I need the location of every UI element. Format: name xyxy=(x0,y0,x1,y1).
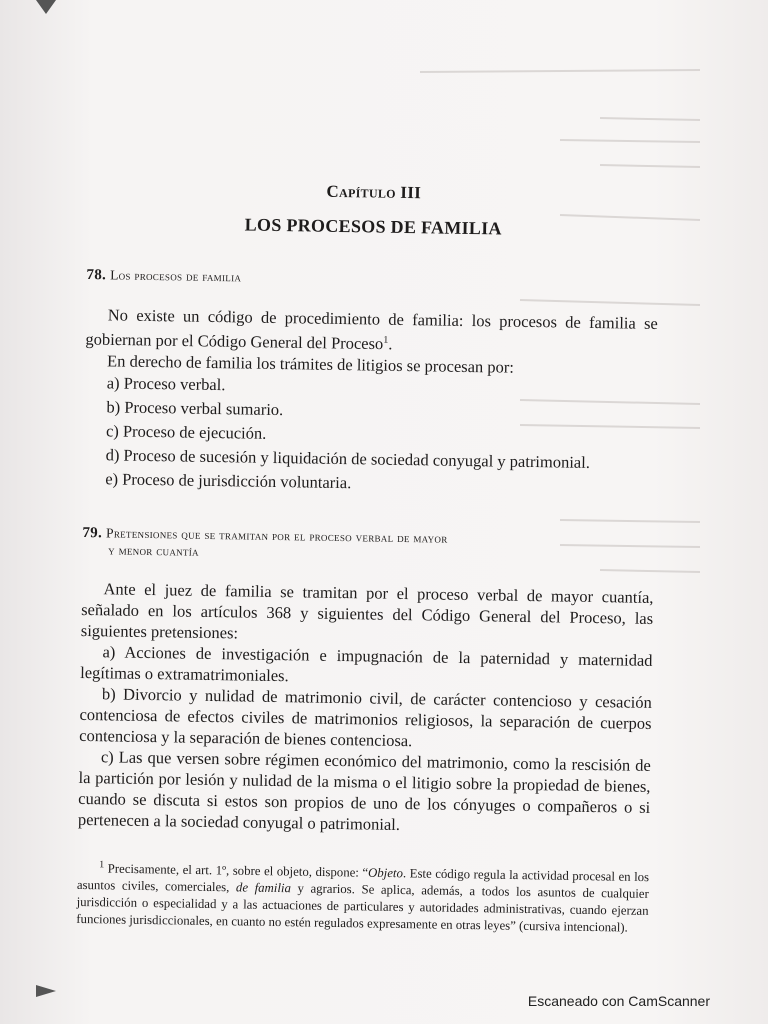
footnote-text: . Este código regula la actividad procesal en los asuntos civiles, comerciales, xyxy=(76,865,650,895)
section-title-line-2: y menor cuantía xyxy=(108,541,200,559)
section-79-item-b: b) Divorcio y nulidad de matrimonio civil, de carácter contencioso y cesación contenciosa de efectos civiles de matrimonios religiosos, la separación de cuerpos contenciosa y la separación de bienes contenciosa. xyxy=(79,683,652,750)
footnote-italic-phrase: de familia xyxy=(235,880,292,896)
camscanner-watermark: Escaneado con CamScanner xyxy=(527,993,710,1009)
paragraph-text-end: . xyxy=(388,334,393,354)
page-content xyxy=(76,178,660,937)
footnote-1 xyxy=(76,855,649,936)
section-title: Los procesos de familia xyxy=(110,267,242,285)
section-79-heading xyxy=(82,524,654,566)
list-item: d) Proceso de sucesión y liquidación de sociedad conyugal y patrimonial. xyxy=(105,444,591,472)
section-title-line-1: Pretensiones que se tramitan por el proceso verbal de mayor xyxy=(105,524,448,546)
footnote-italic-word: Objeto xyxy=(368,865,404,880)
chapter-label: Capítulo III xyxy=(326,181,422,203)
list-item: c) Proceso de ejecución. xyxy=(105,420,267,443)
page-corner-bottom-left xyxy=(36,985,56,997)
footnotes xyxy=(76,855,649,936)
section-79-item-c: c) Las que versen sobre régimen económico del matrimonio, como la rescisión de la partición por lesión y nulidad de la misma o el litigio sobre la propiedad de bienes, cuando se discuta si estos son propios de uno de los cónyuges o compañeros o si pertenecen a la sociedad conyugal o patrimonial. xyxy=(77,746,651,834)
paragraph-text: No existe un código de procedimiento de familia: los procesos de familia se gobiernan por el Código General del Proceso xyxy=(85,305,658,354)
section-number: 79. xyxy=(82,524,103,541)
page-corner-top-left xyxy=(36,0,56,14)
section-79-item-a: a) Acciones de investigación e impugnación de la paternidad y maternidad legítimas o extramatrimoniales. xyxy=(80,641,653,685)
section-78-paragraph-1 xyxy=(85,304,658,358)
section-78-paragraph-2: En derecho de familia los trámites de litigios se procesan por: xyxy=(106,350,515,377)
footnote-reference: 1 xyxy=(383,334,389,346)
footnote-text: Precisamente, el art. 1º, sobre el objeto, dispone: “ xyxy=(107,861,369,880)
section-number: 78. xyxy=(86,266,107,284)
section-78-heading xyxy=(86,267,658,293)
process-list xyxy=(83,370,657,499)
section-79-intro: Ante el juez de familia se tramitan por el proceso verbal de mayor cuantía, señalado en los artículos 368 y siguientes del Código General del Proceso, las siguientes pretensiones: xyxy=(80,578,654,642)
list-item: b) Proceso verbal sumario. xyxy=(106,396,284,419)
chapter-title: LOS PROCESOS DE FAMILIA xyxy=(244,214,502,239)
footnote-marker: 1 xyxy=(99,858,105,870)
list-item: a) Proceso verbal. xyxy=(106,372,226,394)
footnote-text: y agrarios. Se aplica, además, a todos los asuntos de cualquier jurisdicción o especialidad y a las actuaciones de particulares y autoridades administrativas, cuando ejerzan funciones jurisdiccionales, en cuanto no estén regulados expresamente en otras leyes” (cursiva intencional). xyxy=(76,881,649,935)
list-item: e) Proceso de jurisdicción voluntaria. xyxy=(105,468,352,492)
